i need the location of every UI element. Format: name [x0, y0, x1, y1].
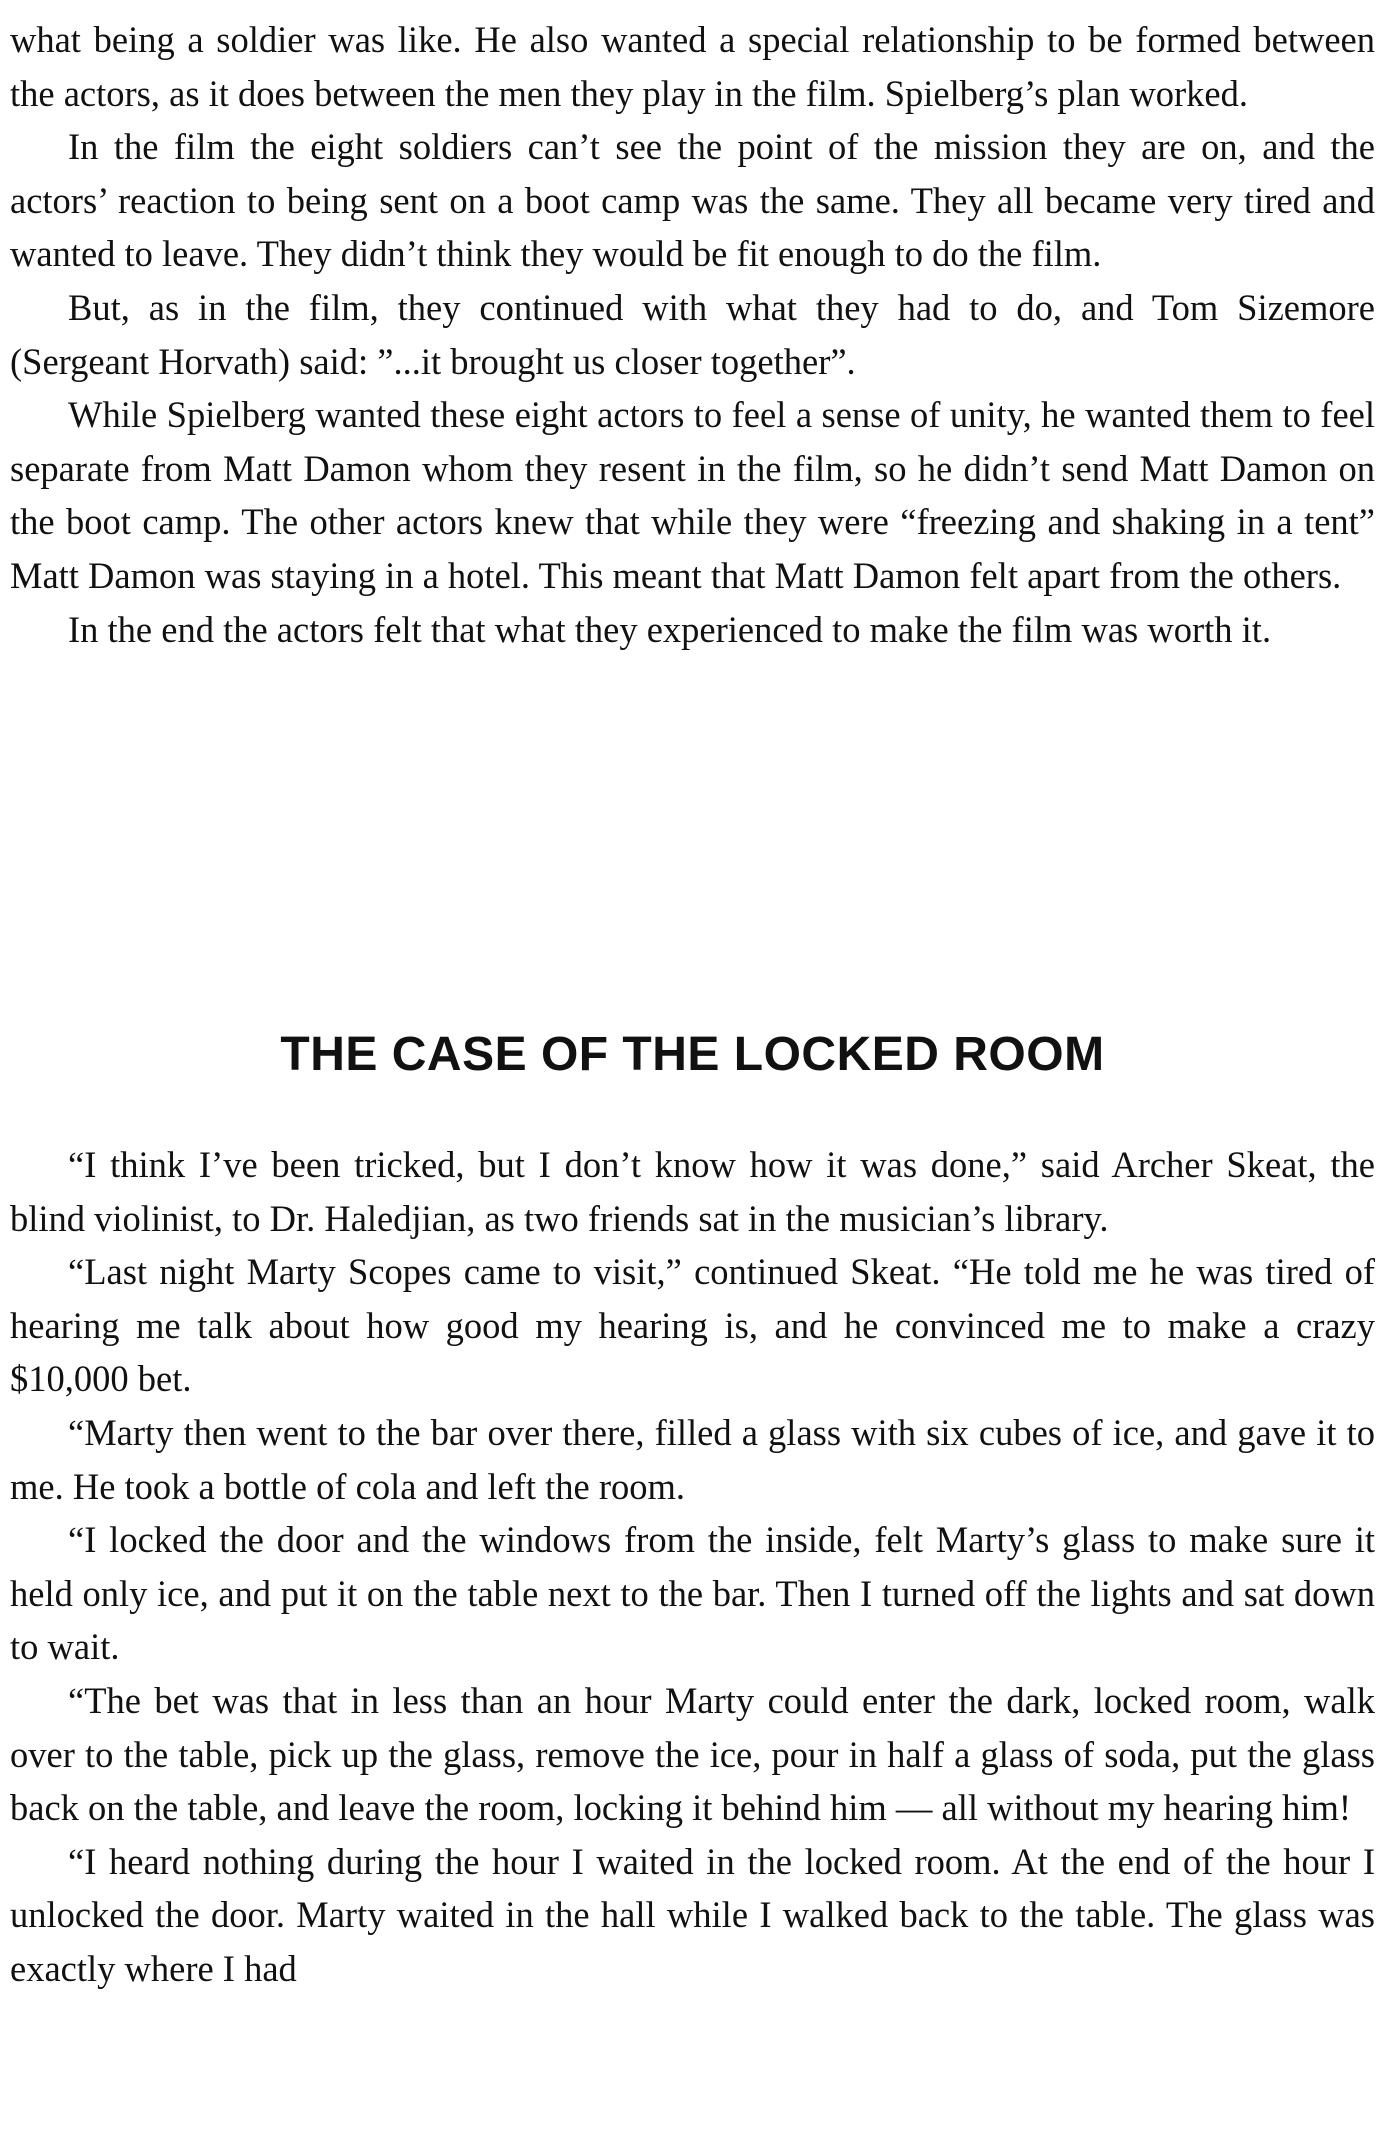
paragraph: “Marty then went to the bar over there, filled a glass with six cubes of ice, and gave it to me. He took a bottle of cola and left the room.	[10, 1411, 1375, 1507]
paragraph: While Spielberg wanted these eight actors to feel a sense of unity, he wanted them to feel separate from Matt Damon whom they resent in the film, so he didn’t send Matt Damon on the boot camp. The other actors knew that while they were “freezing and shaking in a tent” Matt Damon was staying in a hotel. This meant that Matt Damon felt apart from the others.	[10, 394, 1375, 596]
paragraph: In the film the eight soldiers can’t see the point of the mission they are on, and the actors’ reaction to being sent on a boot camp was the same. They all became very tired and wanted to leave. They didn’t think they would be fit enough to do the film.	[10, 126, 1375, 275]
paragraph: “Last night Marty Scopes came to visit,” continued Skeat. “He told me he was tired of hearing me talk about how good my hearing is, and he convinced me to make a crazy $10,000 bet.	[10, 1251, 1375, 1400]
paragraph: what being a soldier was like. He also wanted a special relationship to be formed between the actors, as it does between the men they play in the film. Spielberg’s plan worked.	[10, 19, 1375, 114]
article-continuation	[10, 13, 1375, 656]
paragraph: In the end the actors felt that what they experienced to make the film was worth it.	[68, 608, 1272, 650]
story-body	[10, 1138, 1375, 1996]
paragraph: “The bet was that in less than an hour Marty could enter the dark, locked room, walk over to the table, pick up the glass, remove the ice, pour in half a glass of soda, put the glass back on the table, and leave the room, locking it behind him — all without my hearing him!	[10, 1679, 1375, 1829]
paragraph: “I heard nothing during the hour I waited in the locked room. At the end of the hour I unlocked the door. Marty waited in the hall while I walked back to the table. The glass was exactly where I had	[10, 1840, 1375, 1989]
paragraph: But, as in the film, they continued with what they had to do, and Tom Sizemore (Sergeant Horvath) said: ”...it brought us closer together”.	[10, 286, 1375, 382]
section-title: THE CASE OF THE LOCKED ROOM	[280, 1028, 1105, 1081]
paragraph: “I locked the door and the windows from the inside, felt Marty’s glass to make sure it held only ice, and put it on the table next to the bar. Then I turned off the lights and sat down to wait.	[10, 1519, 1375, 1668]
section-heading-block	[10, 1025, 1375, 1085]
paragraph: “I think I’ve been tricked, but I don’t know how it was done,” said Archer Skeat, the blind violinist, to Dr. Haledjian, as two friends sat in the musician’s library.	[10, 1144, 1375, 1239]
